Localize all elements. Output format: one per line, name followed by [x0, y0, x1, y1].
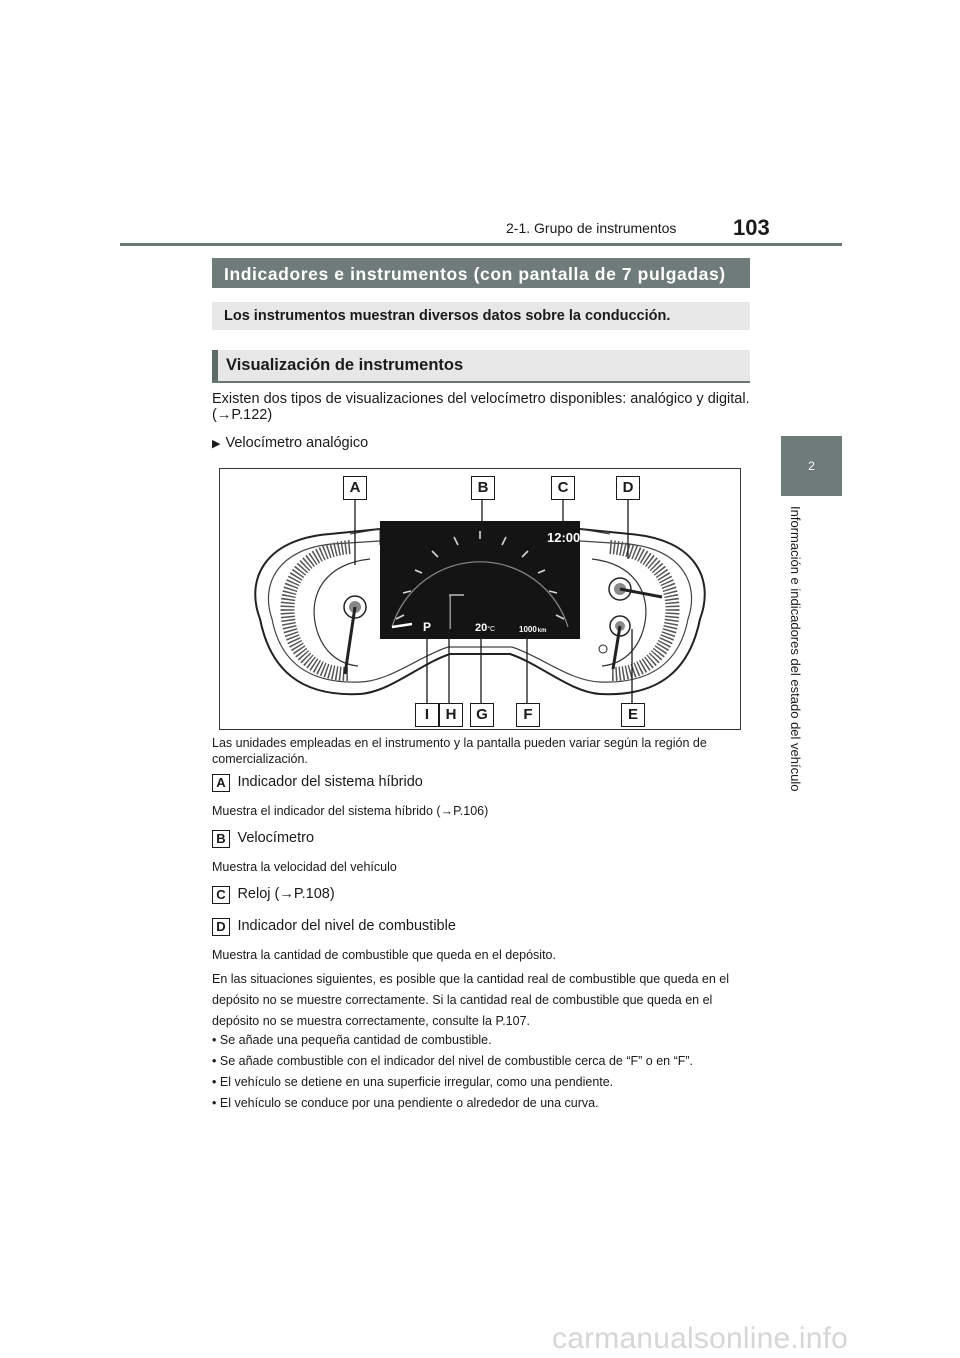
- item-b-desc: Muestra la velocidad del vehículo: [212, 860, 397, 874]
- odo-value: 1000: [519, 625, 537, 634]
- callout-h: H: [439, 703, 463, 727]
- item-letter: A: [212, 774, 230, 792]
- odo-readout: [519, 625, 546, 634]
- item-letter: B: [212, 830, 230, 848]
- cluster-illustration: [220, 469, 740, 729]
- callout-e: E: [621, 703, 645, 727]
- lead-text: Los instrumentos muestran diversos datos sobre la conducción.: [212, 302, 750, 330]
- left-gauge-arc: [288, 547, 351, 674]
- item-c: [212, 886, 335, 904]
- subsection-title: Visualización de instrumentos: [212, 350, 750, 381]
- diagram-caption-line-2: comercialización.: [212, 752, 308, 766]
- callout-b: B: [471, 476, 495, 500]
- odo-unit: km: [537, 628, 547, 634]
- page-title: Indicadores e instrumentos (con pantalla de 7 pulgadas): [212, 258, 750, 288]
- intro-line-2: (→P.122): [212, 407, 273, 423]
- item-title: Indicador del sistema híbrido: [237, 774, 423, 790]
- bullet-text: Se añade una pequeña cantidad de combustible.: [219, 1033, 492, 1047]
- bullet-text: El vehículo se detiene en una superficie irregular, como una pendiente.: [219, 1075, 614, 1089]
- intro-line-1: Existen dos tipos de visualizaciones del velocímetro disponibles: analógico y digital.: [212, 391, 750, 407]
- item-d: [212, 918, 456, 936]
- item-letter: D: [212, 918, 230, 936]
- item-d-desc: Muestra la cantidad de combustible que queda en el depósito.: [212, 948, 556, 962]
- item-letter: C: [212, 886, 230, 904]
- callout-f: F: [516, 703, 540, 727]
- callout-c: C: [551, 476, 575, 500]
- instrument-cluster-diagram: [219, 468, 741, 730]
- item-title: Velocímetro: [237, 830, 315, 846]
- item-title: Indicador del nivel de combustible: [237, 918, 456, 934]
- diagram-caption-line-1: Las unidades empleadas en el instrumento y la pantalla pueden variar según la región de: [212, 736, 707, 750]
- item-a: [212, 774, 423, 792]
- right-gauge-arc-inner: [592, 559, 646, 666]
- header-rule: [120, 243, 842, 246]
- temp-unit: °C: [487, 626, 496, 633]
- callout-a: A: [343, 476, 367, 500]
- temp-readout: [475, 622, 495, 634]
- watermark: carmanualsonline.info: [552, 1322, 849, 1355]
- fuel-para-line-1: En las situaciones siguientes, es posible que la cantidad real de combustible que queda en el: [212, 972, 730, 986]
- fuel-para-line-3: depósito no se muestra correctamente, consulte la P.107.: [212, 1014, 531, 1028]
- chapter-number: 2: [808, 459, 815, 473]
- warning-light-icon: [599, 645, 607, 653]
- fuel-para-line-2: depósito no se muestre correctamente. Si la cantidad real de combustible que queda en el: [212, 993, 713, 1007]
- chapter-tab: [781, 436, 842, 496]
- bullet-text: El vehículo se conduce por una pendiente o alrededor de una curva.: [219, 1096, 599, 1110]
- item-title: Reloj (→P.108): [237, 886, 335, 902]
- bullet-item: • El vehículo se conduce por una pendiente o alrededor de una curva.: [212, 1096, 599, 1110]
- item-a-desc: Muestra el indicador del sistema híbrido (→P.106): [212, 804, 489, 818]
- triangle-bullet-icon: ▶: [212, 438, 221, 450]
- right-gauge-arc: [610, 547, 673, 674]
- section-header: 2-1. Grupo de instrumentos: [506, 220, 677, 236]
- bullet-text: Se añade combustible con el indicador del nivel de combustible cerca de “F” o en “F”.: [219, 1054, 694, 1068]
- callout-g: G: [470, 703, 494, 727]
- speedo-type-row: [212, 432, 368, 455]
- bullet-item: • Se añade una pequeña cantidad de combustible.: [212, 1033, 492, 1047]
- temp-value: 20: [475, 622, 488, 634]
- page-number: 103: [733, 215, 770, 240]
- bullet-item: • El vehículo se detiene en una superficie irregular, como una pendiente.: [212, 1075, 614, 1089]
- bullet-item: • Se añade combustible con el indicador del nivel de combustible cerca de “F” o en “F”.: [212, 1054, 694, 1068]
- callout-d: D: [616, 476, 640, 500]
- item-b: [212, 830, 314, 848]
- gear-readout: P: [423, 620, 432, 634]
- subsection-rule: [212, 381, 750, 383]
- callout-i: I: [415, 703, 439, 727]
- clock-readout: 12:00: [547, 530, 581, 545]
- chapter-title: Información e indicadores del estado del vehículo: [788, 506, 803, 792]
- speedo-type-label: Velocímetro analógico: [225, 435, 369, 451]
